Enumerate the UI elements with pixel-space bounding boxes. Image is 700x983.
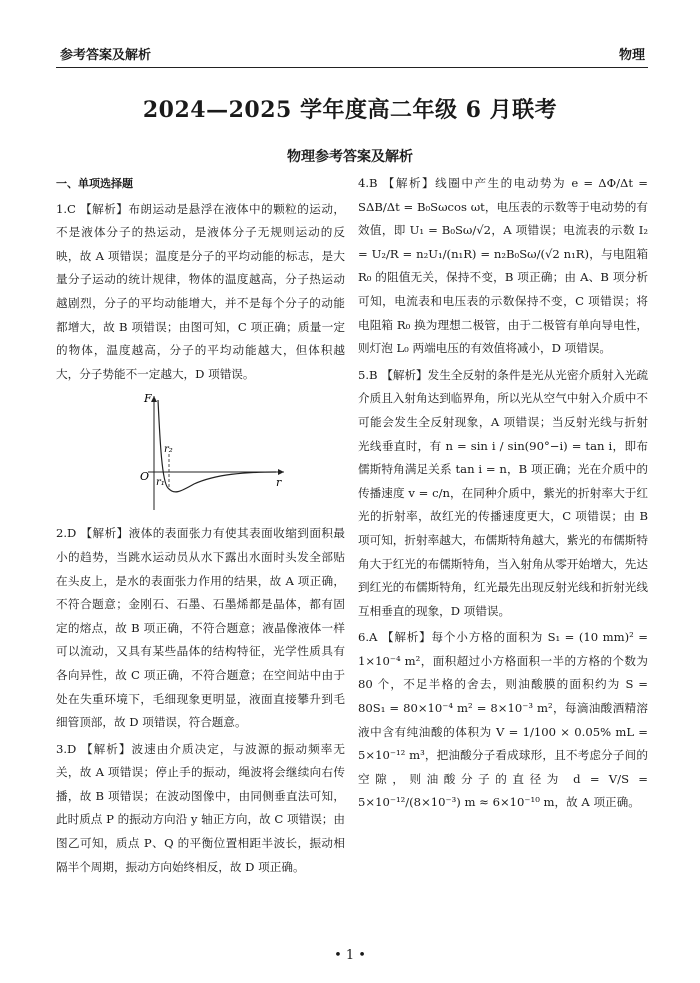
header-rule: [56, 67, 648, 68]
section-heading: 一、单项选择题: [56, 177, 133, 190]
answer-4: 4.B 【解析】线圈中产生的电动势为 e = ΔΦ/Δt = SΔB/Δt = B₀Sωcos ωt，电压表的示数等于电动势的有效值，即 U₁ = B₀Sω/√2，A 项错误；电流表的示数 I₂ = U₂/R = n₂U₁/(n₁R) = n₂B₀Sω/(√2 n₁R)，与电阻箱 R₀ 的阻值无关，保持不变，B 项正确；由 A、B 项分析可知，电流表和电压表的示数保持不变，C 项错误；将电阻箱 R₀ 换为理想二极管，由于二极管有单向导电性，则灯泡 L₀ 两端电压的有效值将减小，D 项错误。: [358, 176, 648, 356]
answer-1: 1.C 【解析】布朗运动是悬浮在液体中的颗粒的运动，不是液体分子的热运动，是液体分子无规则运动的反映，故 A 项错误；温度是分子的平均动能的标志，是大量分子运动的统计规律，物体的温度越高，分子热运动越剧烈，分子的平均动能增大，并不是每个分子的动能都增大，故 B 项错误；由图可知，C 项正确；质量一定的物体，温度越高，分子的平均动能越大，但体积越大，分子势能不一定越大，D 项错误。: [56, 201, 345, 381]
label-r1: r₁: [156, 477, 165, 489]
answer-5: 5.B 【解析】发生全反射的条件是光从光密介质射入光疏介质且入射角达到临界角，所以光从空气中射入介质中不可能会发生全反射现象，A 项错误；当反射光线与折射光线垂直时，有 n = sin i / sin(90°−i) = tan i，即布儒斯特角满足关系 tan i = n，B 项正确；光在介质中的传播速度 v = c/n，在同种介质中，紫光的折射率大于红光的折射率，故红光的传播速度更大，C 项错误；由 B 项可知，折射率越大，布儒斯特角越大，紫光的布儒斯特角大于红光的布儒斯特角，当入射角从零开始增大，先达到红光的布儒斯特角，红光最先出现反射光线和折射光线互相垂直的现象，D 项错误。: [358, 367, 648, 618]
header-left-title: 参考答案及解析: [60, 48, 152, 63]
r-axis-arrow: [278, 469, 284, 475]
left-column: [56, 172, 345, 882]
label-r: r: [276, 476, 282, 490]
answer-3: 3.D 【解析】波速由介质决定，与波源的振动频率无关，故 A 项错误；停止手的振动，绳波将会继续向右传播，故 B 项错误；在波动图像中，由同侧垂直法可知，此时质点 P 的振动方向沿 y 轴正方向，故 C 项错误；由图乙可知，质点 P、Q 的平衡位置相距半波长，振动相隔半个周期，振动方向始终相反，故 D 项正确。: [56, 741, 345, 874]
page-number: • 1 •: [334, 948, 366, 963]
potential-energy-graph: [136, 392, 286, 512]
energy-curve: [158, 400, 276, 492]
document-subtitle: 物理参考答案及解析: [287, 149, 413, 165]
document-title: 2024—2025 学年度高二年级 6 月联考: [142, 97, 558, 123]
header-subject: 物理: [618, 48, 645, 63]
answer-2: 2.D 【解析】液体的表面张力有使其表面收缩到面积最小的趋势，当跳水运动员从水下露出水面时头发全部贴在头皮上，是水的表面张力作用的结果，故 A 项正确，不符合题意；金刚石、石墨、石墨烯都是晶体，都有固定的熔点，故 B 项正确，不符合题意；液晶像液体一样可以流动，又具有某些晶体的结构特征，光学性质具有各向异性，故 C 项正确，不符合题意；在空间站中由于处在失重环境下，毛细现象更明显，液面直接攀升到毛细管顶部，故 D 项错误，符合题意。: [56, 526, 345, 730]
answer-6: 6.A 【解析】每个小方格的面积为 S₁ = (10 mm)² = 1×10⁻⁴ m²，面积超过小方格面积一半的方格的个数为 80 个，不足半格的舍去，则油酸膜的面积约为 S = 80S₁ = 80×10⁻⁴ m² = 8×10⁻³ m²，每滴油酸酒精溶液中含有纯油酸的体积为 V = 1/100 × 0.05% mL = 5×10⁻¹² m³，把油酸分子看成球形，且不考虑分子间的空隙，则油酸分子的直径为 d = V/S = 5×10⁻¹²/(8×10⁻³) m ≈ 6×10⁻¹⁰ m，故 A 项正确。: [358, 630, 648, 810]
label-O: O: [140, 470, 150, 484]
potential-energy-figure: [136, 392, 286, 512]
f-axis-arrow: [151, 396, 157, 402]
right-column: [358, 172, 648, 818]
label-F: F: [144, 392, 152, 406]
page-header: [60, 44, 645, 66]
label-r2: r₂: [164, 444, 173, 456]
